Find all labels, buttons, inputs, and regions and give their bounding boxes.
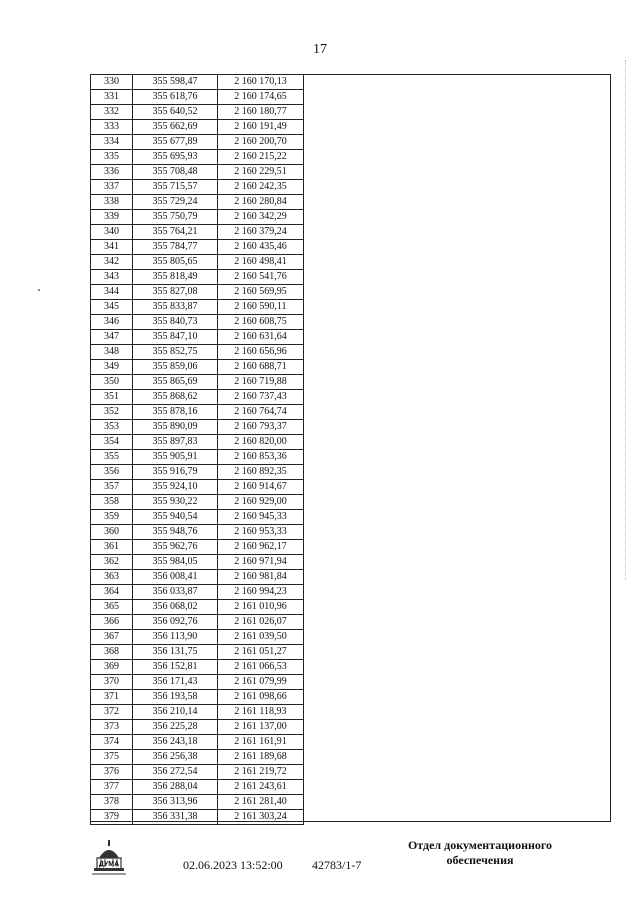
- point-number-cell: 369: [91, 660, 133, 675]
- point-number-cell: 366: [91, 615, 133, 630]
- table-row: [91, 540, 304, 555]
- x-coordinate-cell: 355 827,08: [133, 285, 218, 300]
- x-coordinate-cell: 356 243,18: [133, 735, 218, 750]
- x-coordinate-cell: 355 640,52: [133, 105, 218, 120]
- point-number-cell: 342: [91, 255, 133, 270]
- x-coordinate-cell: 355 865,69: [133, 375, 218, 390]
- x-coordinate-cell: 356 171,43: [133, 675, 218, 690]
- x-coordinate-cell: 356 256,38: [133, 750, 218, 765]
- y-coordinate-cell: 2 161 118,93: [218, 705, 304, 720]
- point-number-cell: 362: [91, 555, 133, 570]
- x-coordinate-cell: 355 715,57: [133, 180, 218, 195]
- point-number-cell: 370: [91, 675, 133, 690]
- y-coordinate-cell: 2 160 435,46: [218, 240, 304, 255]
- point-number-cell: 338: [91, 195, 133, 210]
- y-coordinate-cell: 2 161 219,72: [218, 765, 304, 780]
- table-row: [91, 90, 304, 105]
- point-number-cell: 347: [91, 330, 133, 345]
- table-row: [91, 750, 304, 765]
- x-coordinate-cell: 355 890,09: [133, 420, 218, 435]
- y-coordinate-cell: 2 161 189,68: [218, 750, 304, 765]
- x-coordinate-cell: 355 940,54: [133, 510, 218, 525]
- x-coordinate-cell: 356 008,41: [133, 570, 218, 585]
- point-number-cell: 334: [91, 135, 133, 150]
- point-number-cell: 333: [91, 120, 133, 135]
- table-row: [91, 420, 304, 435]
- footer-department-line1: Отдел документационного: [407, 838, 553, 852]
- x-coordinate-cell: 355 897,83: [133, 435, 218, 450]
- table-row: [91, 495, 304, 510]
- table-row: [91, 300, 304, 315]
- table-row: [91, 390, 304, 405]
- x-coordinate-cell: 356 113,90: [133, 630, 218, 645]
- y-coordinate-cell: 2 160 962,17: [218, 540, 304, 555]
- y-coordinate-cell: 2 160 590,11: [218, 300, 304, 315]
- y-coordinate-cell: 2 160 180,77: [218, 105, 304, 120]
- point-number-cell: 345: [91, 300, 133, 315]
- x-coordinate-cell: 356 131,75: [133, 645, 218, 660]
- margin-scan-mark: [625, 60, 629, 580]
- point-number-cell: 335: [91, 150, 133, 165]
- point-number-cell: 379: [91, 810, 133, 825]
- table-row: [91, 795, 304, 810]
- point-number-cell: 346: [91, 315, 133, 330]
- table-row: [91, 360, 304, 375]
- table-row: [91, 720, 304, 735]
- y-coordinate-cell: 2 160 737,43: [218, 390, 304, 405]
- y-coordinate-cell: 2 160 229,51: [218, 165, 304, 180]
- footer-department-line2: обеспечения: [446, 853, 514, 867]
- x-coordinate-cell: 355 784,77: [133, 240, 218, 255]
- x-coordinate-cell: 356 193,58: [133, 690, 218, 705]
- table-row: [91, 645, 304, 660]
- table-row: [91, 705, 304, 720]
- x-coordinate-cell: 355 662,69: [133, 120, 218, 135]
- x-coordinate-cell: 355 930,22: [133, 495, 218, 510]
- x-coordinate-cell: 356 092,76: [133, 615, 218, 630]
- y-coordinate-cell: 2 160 342,29: [218, 210, 304, 225]
- x-coordinate-cell: 355 750,79: [133, 210, 218, 225]
- point-number-cell: 341: [91, 240, 133, 255]
- table-row: [91, 465, 304, 480]
- y-coordinate-cell: 2 161 137,00: [218, 720, 304, 735]
- y-coordinate-cell: 2 160 498,41: [218, 255, 304, 270]
- point-number-cell: 337: [91, 180, 133, 195]
- y-coordinate-cell: 2 161 051,27: [218, 645, 304, 660]
- y-coordinate-cell: 2 160 820,00: [218, 435, 304, 450]
- svg-text:ДУМА: ДУМА: [98, 861, 120, 868]
- table-row: [91, 480, 304, 495]
- x-coordinate-cell: 355 695,93: [133, 150, 218, 165]
- point-number-cell: 336: [91, 165, 133, 180]
- point-number-cell: 377: [91, 780, 133, 795]
- table-row: [91, 405, 304, 420]
- y-coordinate-cell: 2 160 608,75: [218, 315, 304, 330]
- footer-document-id: 42783/1-7: [312, 858, 362, 872]
- x-coordinate-cell: 356 331,38: [133, 810, 218, 825]
- table-row: [91, 180, 304, 195]
- point-number-cell: 332: [91, 105, 133, 120]
- x-coordinate-cell: 356 272,54: [133, 765, 218, 780]
- y-coordinate-cell: 2 161 079,99: [218, 675, 304, 690]
- point-number-cell: 376: [91, 765, 133, 780]
- table-row: [91, 165, 304, 180]
- y-coordinate-cell: 2 161 303,24: [218, 810, 304, 825]
- table-row: [91, 210, 304, 225]
- table-row: [91, 75, 304, 90]
- point-number-cell: 356: [91, 465, 133, 480]
- point-number-cell: 331: [91, 90, 133, 105]
- y-coordinate-cell: 2 161 010,96: [218, 600, 304, 615]
- y-coordinate-cell: 2 160 945,33: [218, 510, 304, 525]
- x-coordinate-cell: 355 948,76: [133, 525, 218, 540]
- point-number-cell: 348: [91, 345, 133, 360]
- x-coordinate-cell: 356 033,87: [133, 585, 218, 600]
- table-row: [91, 270, 304, 285]
- y-coordinate-cell: 2 160 914,67: [218, 480, 304, 495]
- y-coordinate-cell: 2 160 215,22: [218, 150, 304, 165]
- point-number-cell: 350: [91, 375, 133, 390]
- point-number-cell: 340: [91, 225, 133, 240]
- table-row: [91, 345, 304, 360]
- x-coordinate-cell: 355 805,65: [133, 255, 218, 270]
- point-number-cell: 358: [91, 495, 133, 510]
- point-number-cell: 354: [91, 435, 133, 450]
- scan-speck: [38, 289, 40, 291]
- y-coordinate-cell: 2 160 971,94: [218, 555, 304, 570]
- y-coordinate-cell: 2 160 853,36: [218, 450, 304, 465]
- x-coordinate-cell: 356 313,96: [133, 795, 218, 810]
- point-number-cell: 339: [91, 210, 133, 225]
- point-number-cell: 351: [91, 390, 133, 405]
- footer-timestamp: 02.06.2023 13:52:00: [183, 858, 283, 872]
- y-coordinate-cell: 2 160 200,70: [218, 135, 304, 150]
- x-coordinate-cell: 355 852,75: [133, 345, 218, 360]
- point-number-cell: 368: [91, 645, 133, 660]
- y-coordinate-cell: 2 160 764,74: [218, 405, 304, 420]
- x-coordinate-cell: 355 859,06: [133, 360, 218, 375]
- x-coordinate-cell: 355 984,05: [133, 555, 218, 570]
- y-coordinate-cell: 2 160 994,23: [218, 585, 304, 600]
- point-number-cell: 364: [91, 585, 133, 600]
- point-number-cell: 372: [91, 705, 133, 720]
- table-row: [91, 375, 304, 390]
- point-number-cell: 355: [91, 450, 133, 465]
- point-number-cell: 360: [91, 525, 133, 540]
- point-number-cell: 378: [91, 795, 133, 810]
- x-coordinate-cell: 355 729,24: [133, 195, 218, 210]
- x-coordinate-cell: 356 288,04: [133, 780, 218, 795]
- point-number-cell: 367: [91, 630, 133, 645]
- point-number-cell: 349: [91, 360, 133, 375]
- x-coordinate-cell: 355 818,49: [133, 270, 218, 285]
- y-coordinate-cell: 2 160 170,13: [218, 75, 304, 90]
- point-number-cell: 353: [91, 420, 133, 435]
- x-coordinate-cell: 356 210,14: [133, 705, 218, 720]
- table-row: [91, 690, 304, 705]
- x-coordinate-cell: 355 708,48: [133, 165, 218, 180]
- table-row: [91, 450, 304, 465]
- coordinates-table-body: [91, 75, 304, 825]
- y-coordinate-cell: 2 160 174,65: [218, 90, 304, 105]
- page-number: 17: [313, 42, 327, 57]
- y-coordinate-cell: 2 160 242,35: [218, 180, 304, 195]
- table-row: [91, 570, 304, 585]
- table-row: [91, 525, 304, 540]
- table-row: [91, 255, 304, 270]
- x-coordinate-cell: 355 764,21: [133, 225, 218, 240]
- y-coordinate-cell: 2 160 379,24: [218, 225, 304, 240]
- table-row: [91, 195, 304, 210]
- y-coordinate-cell: 2 161 026,07: [218, 615, 304, 630]
- y-coordinate-cell: 2 160 656,96: [218, 345, 304, 360]
- table-row: [91, 660, 304, 675]
- x-coordinate-cell: 355 924,10: [133, 480, 218, 495]
- table-row: [91, 240, 304, 255]
- point-number-cell: 374: [91, 735, 133, 750]
- table-row: [91, 510, 304, 525]
- table-row: [91, 435, 304, 450]
- y-coordinate-cell: 2 161 243,61: [218, 780, 304, 795]
- point-number-cell: 352: [91, 405, 133, 420]
- table-row: [91, 120, 304, 135]
- y-coordinate-cell: 2 160 981,84: [218, 570, 304, 585]
- y-coordinate-cell: 2 160 688,71: [218, 360, 304, 375]
- table-row: [91, 630, 304, 645]
- point-number-cell: 373: [91, 720, 133, 735]
- table-row: [91, 765, 304, 780]
- x-coordinate-cell: 356 225,28: [133, 720, 218, 735]
- point-number-cell: 363: [91, 570, 133, 585]
- table-row: [91, 675, 304, 690]
- table-row: [91, 555, 304, 570]
- y-coordinate-cell: 2 160 541,76: [218, 270, 304, 285]
- y-coordinate-cell: 2 160 191,49: [218, 120, 304, 135]
- table-row: [91, 285, 304, 300]
- y-coordinate-cell: 2 160 892,35: [218, 465, 304, 480]
- table-row: [91, 615, 304, 630]
- point-number-cell: 343: [91, 270, 133, 285]
- x-coordinate-cell: 355 905,91: [133, 450, 218, 465]
- table-row: [91, 105, 304, 120]
- x-coordinate-cell: 356 152,81: [133, 660, 218, 675]
- table-row: [91, 780, 304, 795]
- x-coordinate-cell: 355 962,76: [133, 540, 218, 555]
- y-coordinate-cell: 2 160 929,00: [218, 495, 304, 510]
- table-row: [91, 735, 304, 750]
- footer-department: [395, 838, 565, 868]
- y-coordinate-cell: 2 160 793,37: [218, 420, 304, 435]
- table-row: [91, 135, 304, 150]
- x-coordinate-cell: 355 677,89: [133, 135, 218, 150]
- x-coordinate-cell: 355 618,76: [133, 90, 218, 105]
- x-coordinate-cell: 355 916,79: [133, 465, 218, 480]
- y-coordinate-cell: 2 160 569,95: [218, 285, 304, 300]
- y-coordinate-cell: 2 160 280,84: [218, 195, 304, 210]
- point-number-cell: 330: [91, 75, 133, 90]
- point-number-cell: 371: [91, 690, 133, 705]
- x-coordinate-cell: 355 878,16: [133, 405, 218, 420]
- x-coordinate-cell: 356 068,02: [133, 600, 218, 615]
- table-row: [91, 225, 304, 240]
- point-number-cell: 361: [91, 540, 133, 555]
- y-coordinate-cell: 2 161 098,66: [218, 690, 304, 705]
- table-row: [91, 315, 304, 330]
- x-coordinate-cell: 355 868,62: [133, 390, 218, 405]
- x-coordinate-cell: 355 847,10: [133, 330, 218, 345]
- point-number-cell: 344: [91, 285, 133, 300]
- y-coordinate-cell: 2 161 281,40: [218, 795, 304, 810]
- table-row: [91, 600, 304, 615]
- y-coordinate-cell: 2 161 066,53: [218, 660, 304, 675]
- y-coordinate-cell: 2 161 161,91: [218, 735, 304, 750]
- y-coordinate-cell: 2 160 719,88: [218, 375, 304, 390]
- point-number-cell: 375: [91, 750, 133, 765]
- y-coordinate-cell: 2 160 631,64: [218, 330, 304, 345]
- x-coordinate-cell: 355 598,47: [133, 75, 218, 90]
- y-coordinate-cell: 2 161 039,50: [218, 630, 304, 645]
- y-coordinate-cell: 2 160 953,33: [218, 525, 304, 540]
- point-number-cell: 357: [91, 480, 133, 495]
- table-row: [91, 810, 304, 825]
- point-number-cell: 365: [91, 600, 133, 615]
- coordinates-table: [90, 74, 304, 825]
- point-number-cell: 359: [91, 510, 133, 525]
- duma-logo-icon: [88, 838, 130, 876]
- table-row: [91, 150, 304, 165]
- table-row: [91, 585, 304, 600]
- table-row: [91, 330, 304, 345]
- x-coordinate-cell: 355 833,87: [133, 300, 218, 315]
- x-coordinate-cell: 355 840,73: [133, 315, 218, 330]
